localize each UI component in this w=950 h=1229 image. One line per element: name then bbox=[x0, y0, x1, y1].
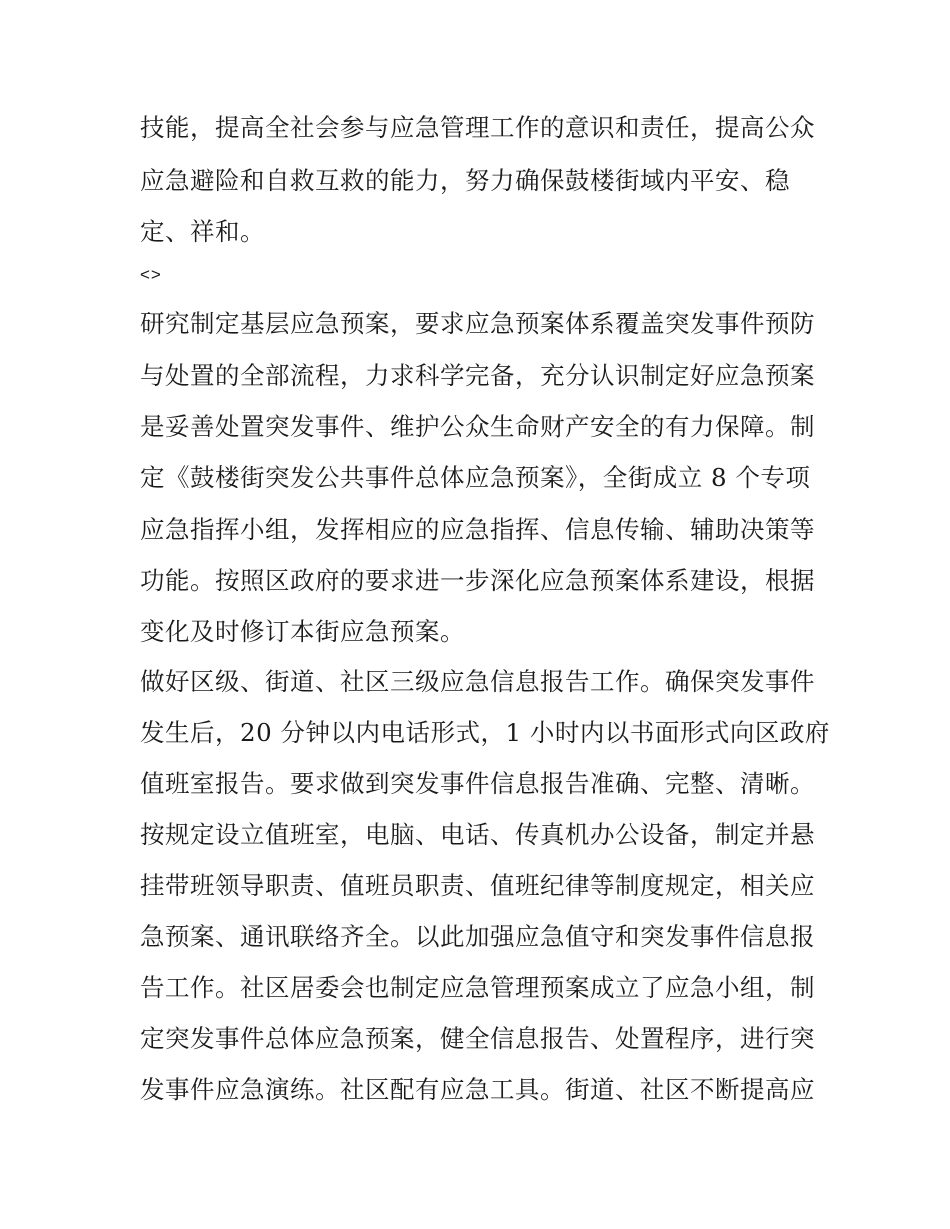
paragraph-1-line-2: 应急避险和自救互救的能力，努力确保鼓楼街域内平安、稳 bbox=[140, 166, 790, 195]
paragraph-2-line-2: 与处置的全部流程，力求科学完备，充分认识制定好应急预案 bbox=[140, 361, 815, 390]
paragraph-3-line-1: 做好区级、街道、社区三级应急信息报告工作。确保突发事件 bbox=[140, 667, 815, 696]
paragraph-2-line-3: 是妥善处置突发事件、维护公众生命财产安全的有力保障。制 bbox=[140, 412, 815, 441]
paragraph-4-line-6: 发事件应急演练。社区配有应急工具。街道、社区不断提高应 bbox=[140, 1075, 815, 1104]
paragraph-2-line-7: 变化及时修订本街应急预案。 bbox=[140, 617, 465, 646]
paragraph-4-line-3: 急预案、通讯联络齐全。以此加强应急值守和突发事件信息报 bbox=[140, 922, 815, 951]
paragraph-1-line-3: 定、祥和。 bbox=[140, 217, 265, 246]
paragraph-1-line-1: 技能，提高全社会参与应急管理工作的意识和责任，提高公众 bbox=[140, 113, 815, 142]
paragraph-2-line-1: 研究制定基层应急预案，要求应急预案体系覆盖突发事件预防 bbox=[140, 309, 815, 338]
paragraph-4-line-1: 按规定设立值班室，电脑、电话、传真机办公设备，制定并悬 bbox=[140, 820, 815, 849]
paragraph-2-line-6: 功能。按照区政府的要求进一步深化应急预案体系建设，根据 bbox=[140, 566, 815, 595]
paragraph-3-line-3: 值班室报告。要求做到突发事件信息报告准确、完整、清晰。 bbox=[140, 769, 815, 798]
section-marker: <> bbox=[140, 265, 162, 284]
paragraph-4-line-4: 告工作。社区居委会也制定应急管理预案成立了应急小组，制 bbox=[140, 973, 815, 1002]
paragraph-3-line-2: 发生后，20 分钟以内电话形式，1 小时内以书面形式向区政府 bbox=[140, 718, 830, 747]
paragraph-4-line-2: 挂带班领导职责、值班员职责、值班纪律等制度规定，相关应 bbox=[140, 871, 815, 900]
paragraph-2-line-5: 应急指挥小组，发挥相应的应急指挥、信息传输、辅助决策等 bbox=[140, 515, 815, 544]
paragraph-2-line-4: 定《鼓楼街突发公共事件总体应急预案》，全街成立 8 个专项 bbox=[140, 463, 811, 492]
paragraph-4-line-5: 定突发事件总体应急预案，健全信息报告、处置程序，进行突 bbox=[140, 1024, 815, 1053]
